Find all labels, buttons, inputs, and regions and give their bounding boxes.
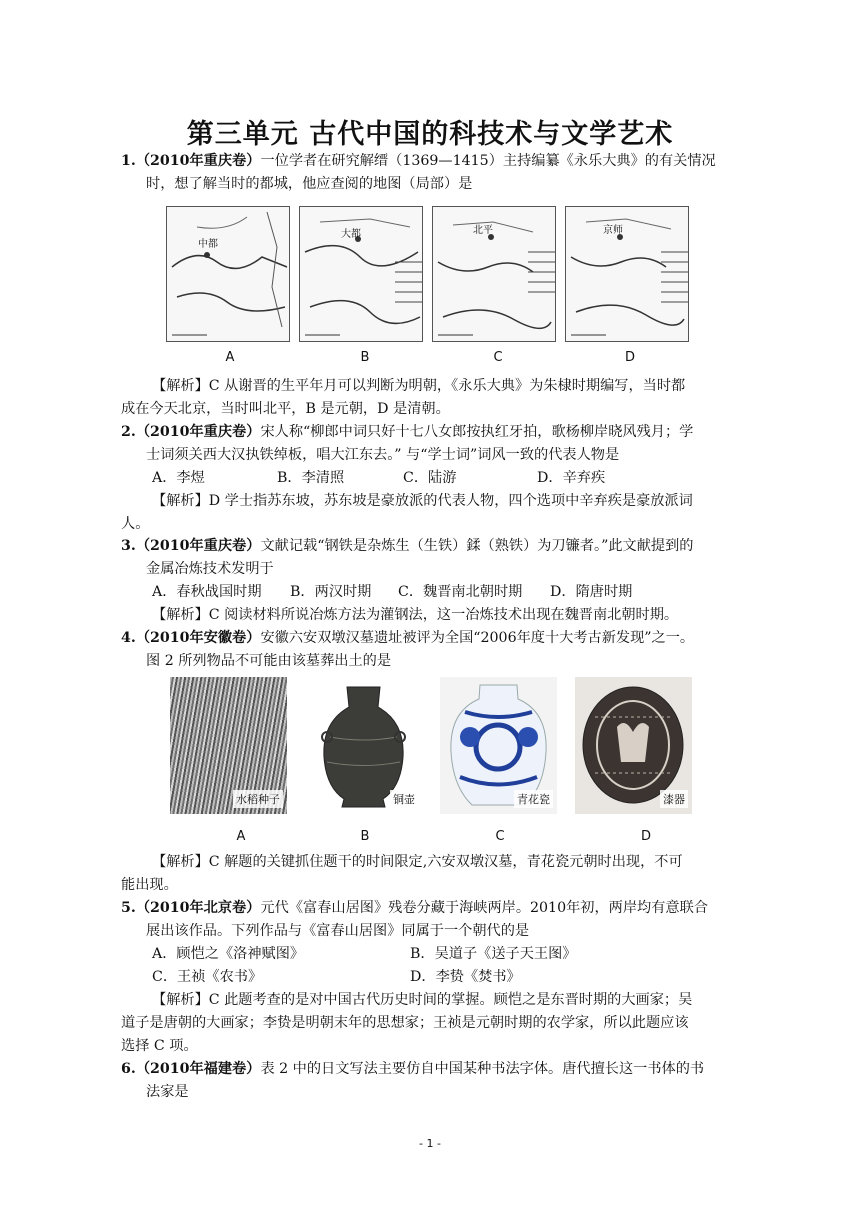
question-5-option-a: A．顾恺之《洛神赋图》 (152, 946, 305, 962)
question-2-line-2: 士词须关西大汉执铁绰板，唱大江东去。” 与“学士词”词风一致的代表人物是 (146, 447, 620, 463)
map-b[interactable] (299, 206, 423, 342)
map-label-c: C (493, 350, 503, 365)
question-source: （2010年重庆卷） (135, 424, 261, 440)
question-2-option-b: B．李清照 (277, 470, 345, 486)
map-a-city: 中都 (198, 239, 218, 250)
question-5-analysis-3: 选择 C 项。 (121, 1038, 198, 1054)
lacquerware-caption: 漆器 (660, 790, 688, 808)
question-5-option-b: B．吴道子《送子天王图》 (410, 946, 577, 962)
question-2-option-c: C．陆游 (403, 470, 457, 486)
question-number: 5. (121, 900, 136, 916)
page-title: 第三单元 古代中国的科技术与文学艺术 (186, 119, 674, 150)
artifact-label-d: D (640, 829, 651, 844)
question-3-option-d: D．隋唐时期 (550, 584, 633, 600)
question-source: （2010年重庆卷） (135, 153, 261, 169)
bronze-pot-image[interactable] (305, 677, 422, 814)
question-5-analysis-2: 道子是唐朝的大画家；李贽是明朝末年的思想家；王祯是元朝时期的农学家，所以此题应该 (121, 1015, 689, 1031)
question-4-analysis-2: 能出现。 (121, 877, 178, 893)
map-label-d: D (624, 350, 635, 365)
question-3-analysis-1: 【解析】C 阅读材料所说冶炼方法为灌钢法，这一冶炼技术出现在魏晋南北朝时期。 (152, 607, 679, 623)
question-2-option-a: A．李煜 (152, 470, 205, 486)
question-number: 1. (121, 153, 136, 169)
map-a-drawing (167, 207, 290, 342)
question-number: 6. (121, 1061, 136, 1077)
question-2-line-1 (121, 421, 693, 443)
question-1-analysis-1: 【解析】C 从谢晋的生平年月可以判断为明朝，《永乐大典》为朱棣时期编写，当时都 (152, 378, 686, 394)
question-number: 4. (121, 630, 136, 646)
question-3-option-b: B．两汉时期 (290, 584, 372, 600)
question-5-option-d: D．李贽《焚书》 (410, 969, 521, 985)
question-4-analysis-1: 【解析】C 解题的关键抓住题干的时间限定,六安双墩汉墓，青花瓷元朝时出现，不可 (152, 854, 683, 870)
question-3-line-1 (121, 535, 693, 557)
question-1-line-2: 时，想了解当时的都城，他应查阅的地图（局部）是 (146, 176, 473, 192)
question-5-option-c: C．王祯《农书》 (152, 969, 263, 985)
blue-white-porcelain-image[interactable] (440, 677, 557, 814)
question-text: 一位学者在研究解缙（1369—1415）主持编纂《永乐大典》的有关情况 (260, 153, 716, 169)
question-text: 元代《富春山居图》残卷分藏于海峡两岸。2010年初，两岸均有意联合 (260, 900, 708, 916)
question-text: 宋人称“柳郎中词只好十七八女郎按执红牙拍，歌杨柳岸晓风残月；学 (260, 424, 694, 440)
question-5-line-2: 展出该作品。下列作品与《富春山居图》同属于一个朝代的是 (146, 923, 530, 939)
map-b-city: 大都 (341, 229, 361, 240)
question-1-line-1 (121, 150, 716, 172)
map-label-b: B (360, 350, 370, 365)
map-c-city: 北平 (473, 225, 493, 236)
question-4-line-1 (121, 627, 694, 649)
question-text: 表 2 中的日文写法主要仿自中国某种书法字体。唐代擅长这一书体的书 (260, 1061, 705, 1077)
question-5-line-1 (121, 897, 708, 919)
question-source: （2010年北京卷） (135, 900, 261, 916)
question-number: 3. (121, 538, 136, 554)
rice-seed-image[interactable] (170, 677, 287, 814)
map-d-city: 京师 (603, 225, 623, 236)
map-a[interactable] (166, 206, 290, 342)
question-1-analysis-2: 成在今天北京，当时叫北平，B 是元朝，D 是清朝。 (121, 401, 450, 417)
question-3-line-2: 金属冶炼技术发明于 (146, 561, 274, 577)
bronze-pot-caption: 铜壶 (390, 790, 418, 808)
question-3-option-c: C．魏晋南北朝时期 (398, 584, 523, 600)
question-source: （2010年福建卷） (135, 1061, 261, 1077)
artifact-label-c: C (495, 829, 505, 844)
page-number: - 1 - (419, 1137, 441, 1150)
question-2-option-d: D．辛弃疾 (537, 470, 606, 486)
question-5-analysis-1: 【解析】C 此题考查的是对中国古代历史时间的掌握。顾恺之是东晋时期的大画家；吴 (152, 992, 693, 1008)
question-source: （2010年重庆卷） (135, 538, 261, 554)
question-2-analysis-1: 【解析】D 学士指苏东坡，苏东坡是豪放派的代表人物，四个选项中辛弃疾是豪放派词 (152, 493, 693, 509)
question-text: 安徽六安双墩汉墓遗址被评为全国“2006年度十大考古新发现”之一。 (260, 630, 695, 646)
map-d[interactable] (565, 206, 689, 342)
map-c[interactable] (432, 206, 556, 342)
question-source: （2010年安徽卷） (135, 630, 261, 646)
artifact-label-b: B (360, 829, 370, 844)
rice-seed-caption: 水稻种子 (233, 790, 283, 808)
question-2-analysis-2: 人。 (121, 516, 150, 532)
question-text: 文献记载“钢铁是杂炼生（生铁）鍒（熟铁）为刀镰者。”此文献提到的 (260, 538, 694, 554)
porcelain-caption: 青花瓷 (514, 790, 553, 808)
question-3-option-a: A．春秋战国时期 (152, 584, 262, 600)
question-4-line-2: 图 2 所列物品不可能由该墓葬出土的是 (146, 653, 392, 669)
question-number: 2. (121, 424, 136, 440)
lacquerware-image[interactable] (575, 677, 692, 814)
question-6-line-1 (121, 1058, 704, 1080)
map-options (166, 206, 689, 342)
artifact-label-a: A (236, 829, 246, 844)
map-label-a: A (225, 350, 235, 365)
question-6-line-2: 法家是 (146, 1084, 189, 1100)
artifact-images (170, 677, 692, 814)
